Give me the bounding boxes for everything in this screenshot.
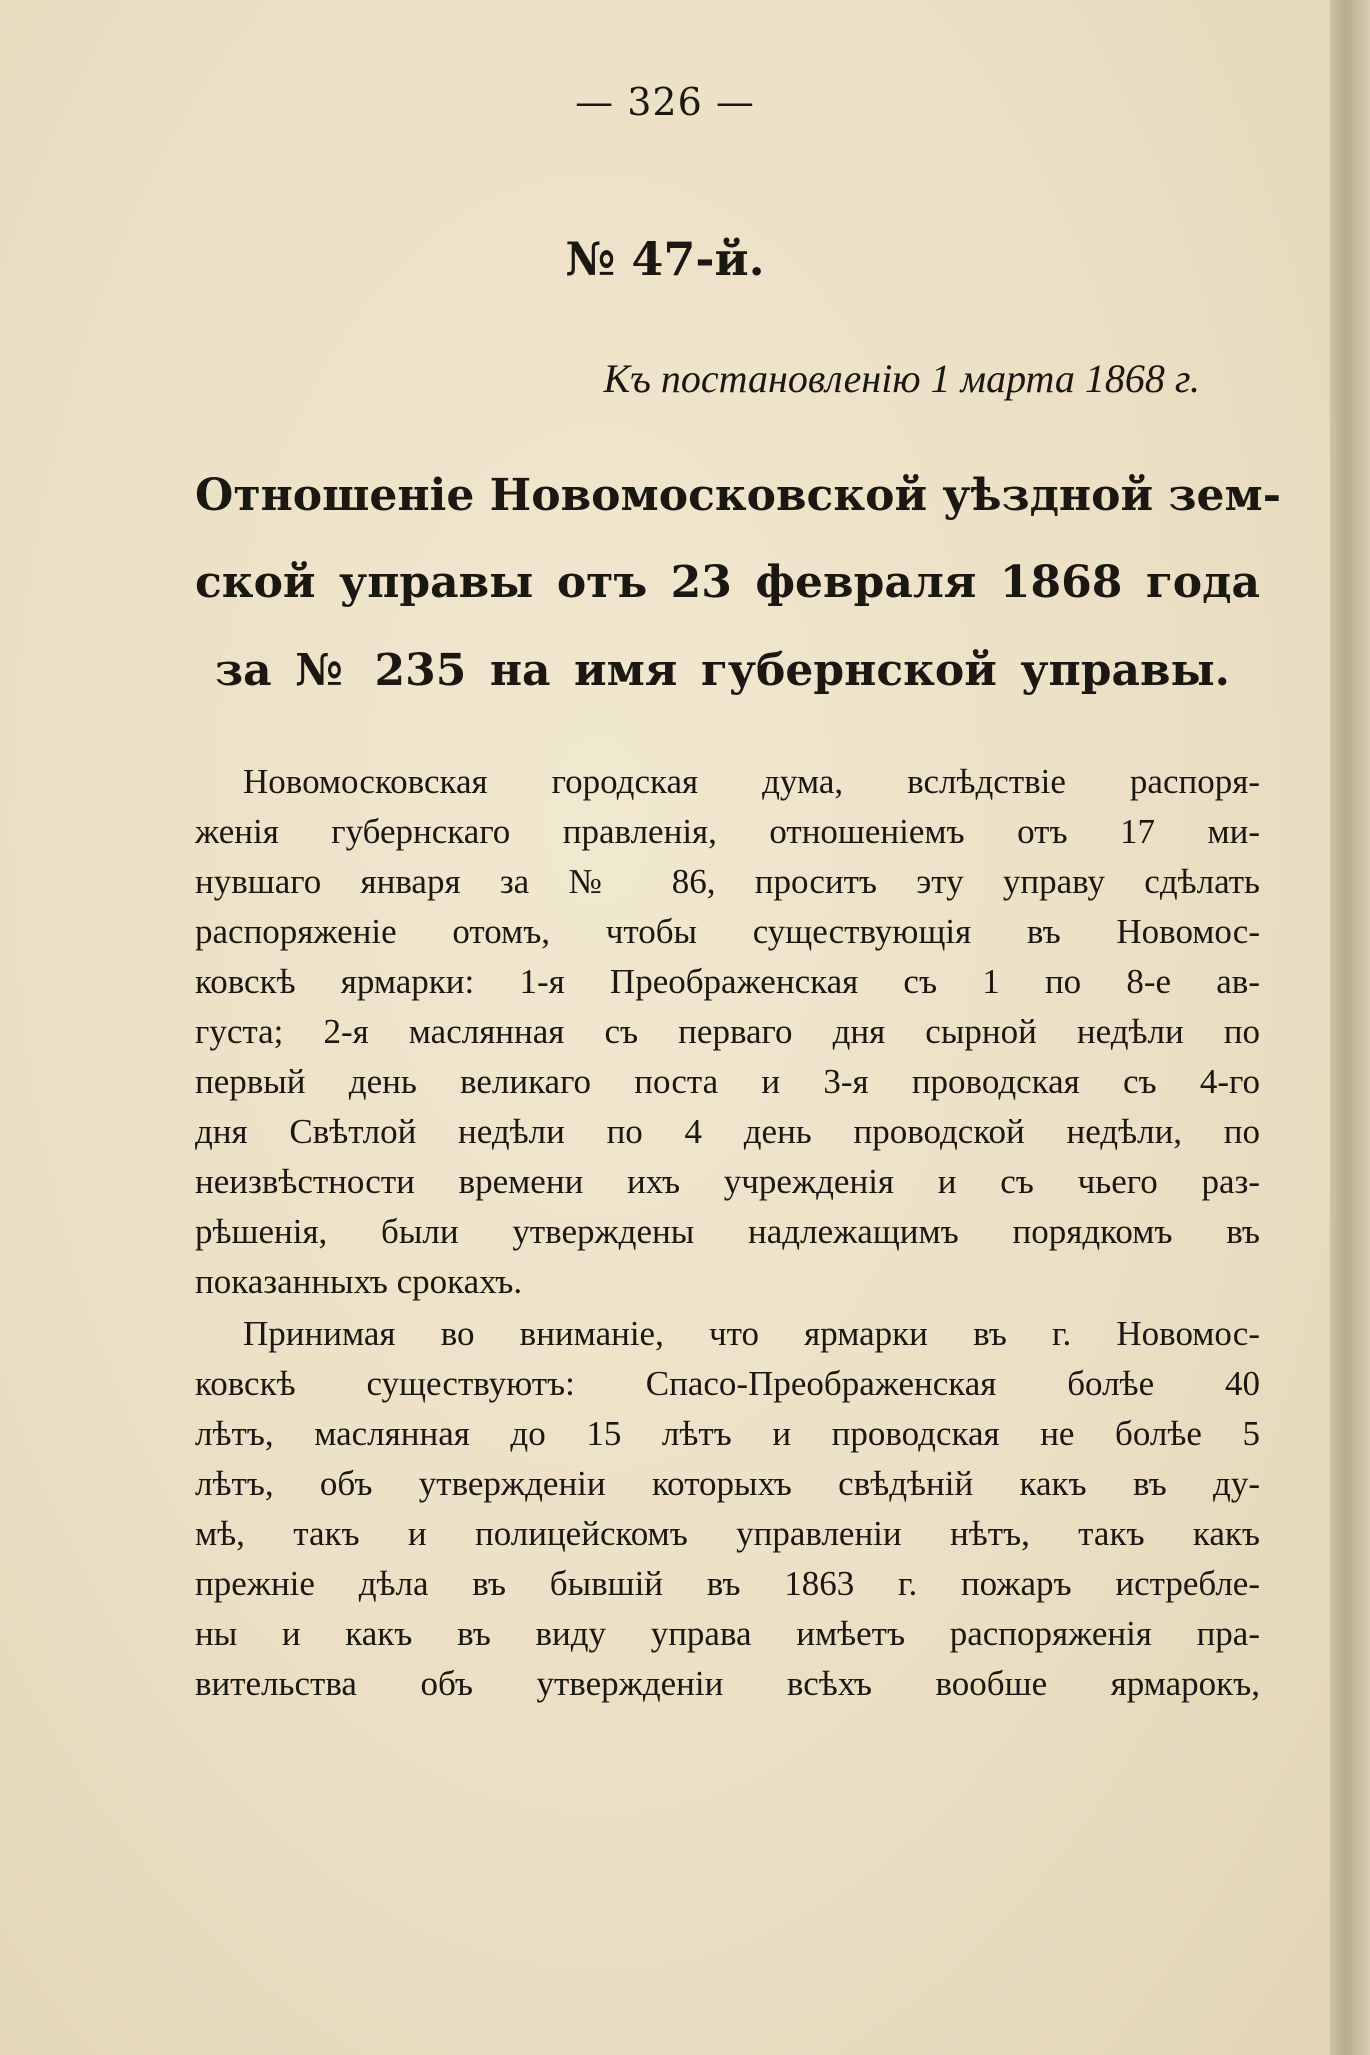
body-line: распоряженіе отомъ, чтобы существующія въ Новомос- (195, 912, 1260, 951)
heading-line: Отношеніе Новомосковской уѣздной зем- (195, 470, 1281, 521)
body-line: показанныхъ срокахъ. (195, 1262, 523, 1301)
body-line: ковскѣ существуютъ: Спасо-Преображенская болѣе 40 (195, 1364, 1260, 1403)
body-line: Новомосковская городская дума, вслѣдствіе распоря- (243, 762, 1260, 801)
body-line: ны и какъ въ виду управа имѣетъ распоряженія пра- (195, 1614, 1260, 1653)
body-line: неизвѣстности времени ихъ учрежденія и съ чьего раз- (195, 1162, 1260, 1201)
body-line: вительства объ утвержденіи всѣхъ вообше ярмарокъ, (195, 1664, 1260, 1703)
body-line: густа; 2-я маслянная съ перваго дня сырной недѣли по (195, 1012, 1260, 1051)
document-number: № 47-й. (565, 232, 765, 286)
heading-line: ской управы отъ 23 февраля 1868 года (195, 557, 1260, 608)
body-line: прежніе дѣла въ бывшій въ 1863 г. пожаръ истребле- (195, 1564, 1260, 1603)
body-line: ковскѣ ярмарки: 1-я Преображенская съ 1 по 8-е ав- (195, 962, 1260, 1001)
body-line: мѣ, такъ и полицейскомъ управленіи нѣтъ, такъ какъ (195, 1514, 1260, 1553)
page-edge (1330, 0, 1370, 2055)
body-line: рѣшенія, были утверждены надлежащимъ порядкомъ въ (195, 1212, 1260, 1251)
body-line: дня Свѣтлой недѣли по 4 день проводской недѣли, по (195, 1112, 1260, 1151)
heading-line: за № 235 на имя губернской управы. (215, 645, 1230, 696)
body-line: Принимая во вниманіе, что ярмарки въ г. Новомос- (243, 1314, 1260, 1353)
body-line: женія губернскаго правленія, отношеніемъ отъ 17 ми- (195, 812, 1260, 851)
page-number: — 326 — (575, 80, 755, 124)
body-line: нувшаго января за № 86, проситъ эту управу сдѣлать (195, 862, 1260, 901)
body-line: лѣтъ, объ утвержденіи которыхъ свѣдѣній какъ въ ду- (195, 1464, 1260, 1503)
body-line: первый день великаго поста и 3-я проводская съ 4-го (195, 1062, 1260, 1101)
body-line: лѣтъ, маслянная до 15 лѣтъ и проводская не болѣе 5 (195, 1414, 1260, 1453)
resolution-reference: Къ постановленію 1 марта 1868 г. (603, 356, 1200, 401)
